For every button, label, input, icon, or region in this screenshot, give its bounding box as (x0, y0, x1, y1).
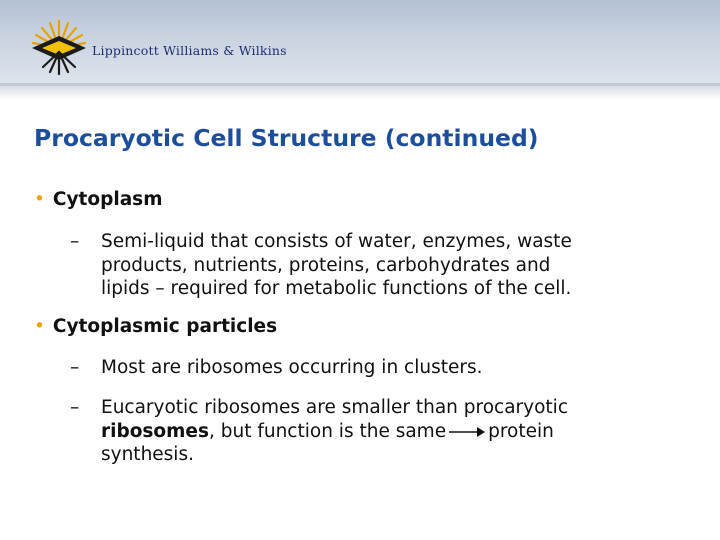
sub-dash: – (70, 357, 80, 378)
bullet-cytoplasmic-particles (34, 316, 277, 337)
sub-text-line: Eucaryotic ribosomes are smaller than procaryotic (101, 397, 568, 418)
header-shadow (0, 86, 720, 100)
publisher-name: Lippincott Williams & Wilkins (92, 43, 287, 58)
sunburst-logo-icon (30, 18, 88, 76)
sub-text-line-2 (101, 420, 568, 444)
sub-text-line: Semi-liquid that consists of water, enzymes, waste (101, 231, 572, 252)
slide-title: Procaryotic Cell Structure (continued) (34, 124, 539, 152)
sub-dash: – (70, 397, 80, 418)
bullet-dot: • (34, 316, 45, 337)
bullet-label: Cytoplasmic particles (52, 316, 278, 337)
bold-term: ribosomes (101, 420, 209, 442)
sub-text-fragment: , but function is the same (208, 420, 447, 442)
sub-dash: – (70, 231, 80, 252)
sub-text-line: synthesis. (101, 444, 194, 465)
sub-text-line: products, nutrients, proteins, carbohydrates and (101, 254, 551, 276)
sub-text-line: Most are ribosomes occurring in clusters. (101, 357, 483, 378)
sub-text-line: lipids – required for metabolic functions of the cell. (101, 278, 572, 299)
right-arrow-icon (448, 425, 486, 439)
sub-text-fragment: protein (488, 420, 554, 442)
bullet-cytoplasm (34, 189, 162, 210)
bullet-dot: • (34, 189, 45, 210)
bullet-label: Cytoplasm (52, 189, 163, 210)
